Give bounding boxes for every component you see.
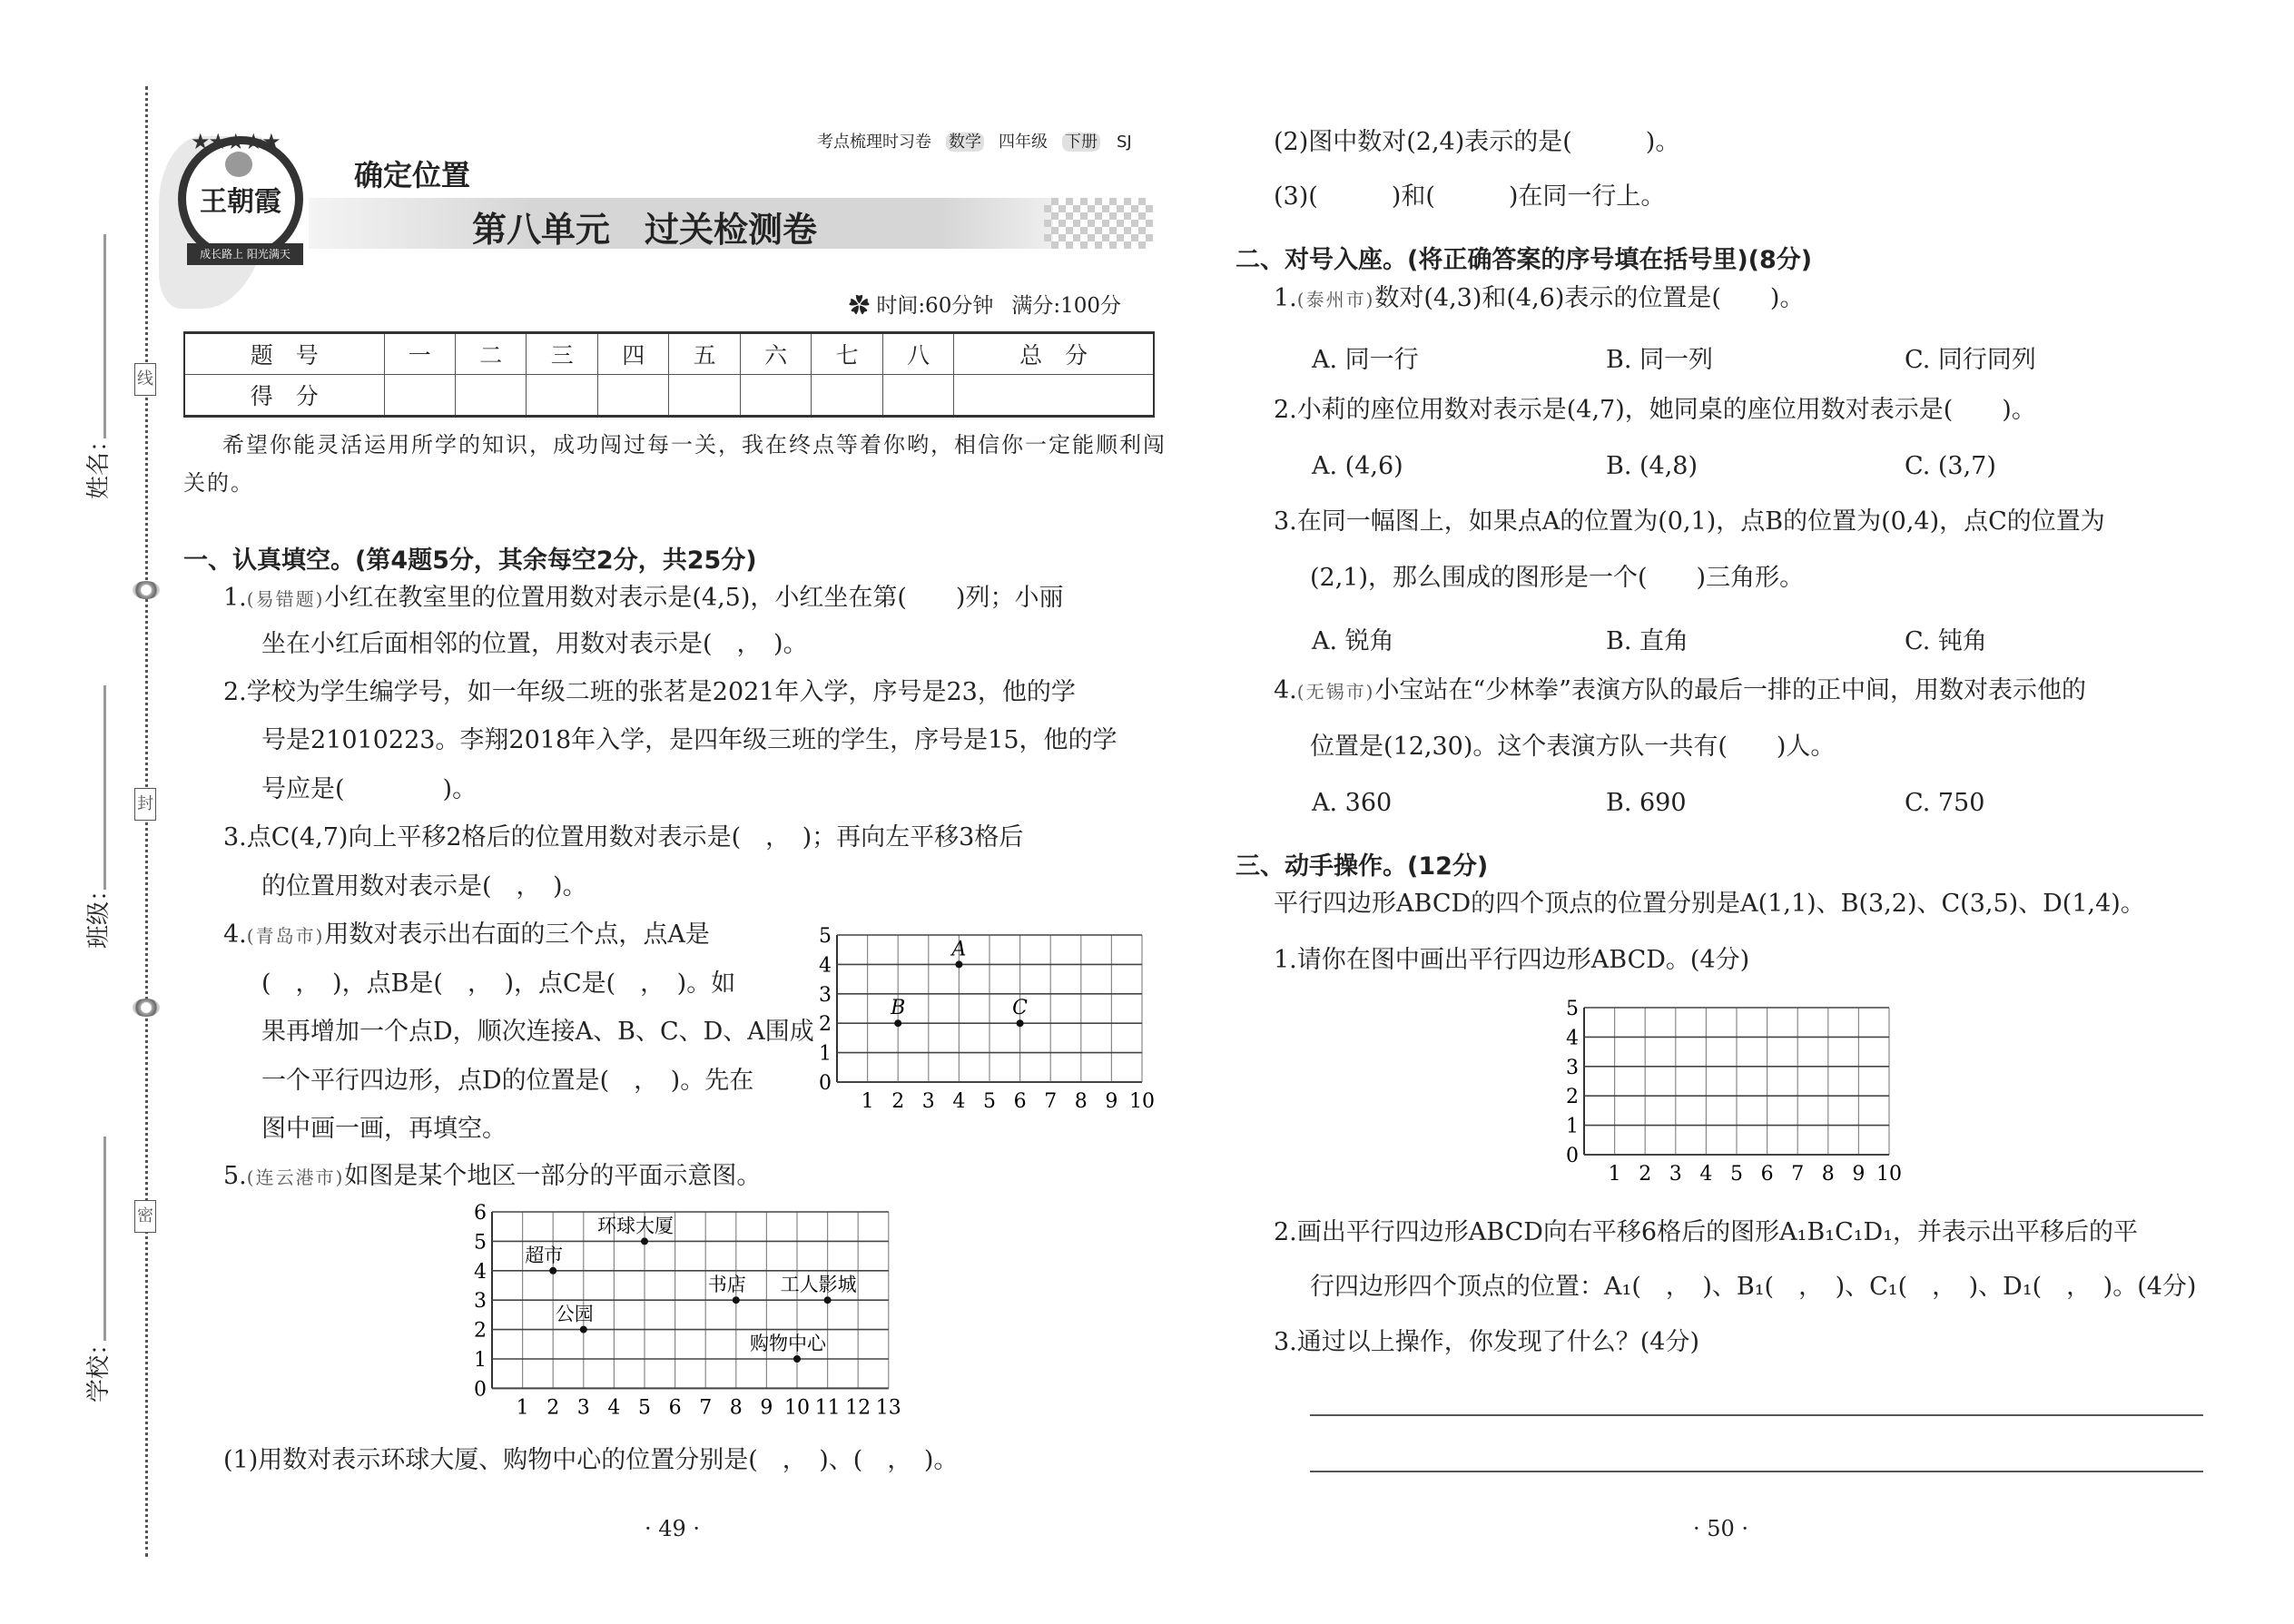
x-tick-label: 10 xyxy=(1129,1090,1155,1113)
row-label: 得 分 xyxy=(184,375,384,417)
q2-line xyxy=(223,678,1076,707)
x-tick-label: 4 xyxy=(1699,1163,1713,1186)
q4-line: 一个平行四边形，点D的位置是( ， )。先在 xyxy=(261,1067,754,1095)
exam-full-score: 满分:100分 xyxy=(1011,294,1121,318)
y-tick-label: 2 xyxy=(819,1013,832,1037)
data-point xyxy=(733,1296,740,1304)
q-source-tag: (青岛市) xyxy=(246,925,325,947)
q-source-tag: (泰州市) xyxy=(1296,289,1375,310)
x-tick-label: 8 xyxy=(1074,1090,1088,1113)
score-table xyxy=(183,331,1155,418)
y-tick-label: 3 xyxy=(819,983,832,1007)
point-label: 书店 xyxy=(707,1274,746,1296)
s2-q2-line xyxy=(1274,396,2036,425)
banner-checker-decoration xyxy=(1044,198,1153,249)
question-number-row xyxy=(184,333,1154,375)
score-row xyxy=(184,375,1154,417)
q-source-tag: (易错题) xyxy=(246,588,325,610)
x-tick-label: 5 xyxy=(1730,1163,1743,1186)
data-point xyxy=(894,1019,901,1027)
point-label: 公园 xyxy=(555,1303,594,1325)
y-tick-label: 5 xyxy=(474,1231,487,1255)
q-text: 小莉的座位用数对表示是(4,7)，她同桌的座位用数对表示是( )。 xyxy=(1296,396,2036,424)
q4-line: 果再增加一个点D，顺次连接A、B、C、D、A围成 xyxy=(261,1018,814,1046)
score-cell[interactable] xyxy=(882,375,953,417)
data-point xyxy=(549,1267,556,1275)
logo-stars-icon: ★★★★★ xyxy=(191,129,280,154)
swirl-ornament-icon xyxy=(133,999,160,1017)
option-b[interactable]: B. 690 xyxy=(1606,789,1687,817)
q-source-tag: (连云港市) xyxy=(246,1166,345,1188)
section1-title: 一、认真填空。(第4题5分，其余每空2分，共25分) xyxy=(183,546,757,575)
name-label: 姓名： xyxy=(85,428,113,499)
option-c[interactable]: C. (3,7) xyxy=(1905,452,1996,480)
y-tick-label: 0 xyxy=(1566,1145,1579,1167)
x-tick-label: 3 xyxy=(576,1396,590,1420)
s3-q2-line: 行四边形四个顶点的位置：A₁( ， )、B₁( ， )、C₁( ， )、D₁( ， )。(4分) xyxy=(1310,1273,2197,1301)
x-tick-label: 9 xyxy=(1852,1163,1866,1186)
q-text: 用数对表示出右面的三个点，点A是 xyxy=(324,920,710,949)
y-tick-label: 4 xyxy=(1566,1027,1579,1050)
score-cell[interactable] xyxy=(740,375,811,417)
point-label: C xyxy=(1012,997,1029,1020)
answer-line[interactable] xyxy=(1310,1471,2203,1472)
q3-line: 的位置用数对表示是( ， )。 xyxy=(261,872,587,901)
y-tick-label: 2 xyxy=(474,1319,487,1343)
q-num: 4. xyxy=(223,920,247,949)
option-b[interactable]: B. 同一列 xyxy=(1606,346,1714,374)
row-label: 题 号 xyxy=(184,333,384,375)
q-text: 点C(4,7)向上平移2格后的位置用数对表示是( ， )；再向左平移3格后 xyxy=(246,823,1024,851)
q-num: 5. xyxy=(223,1162,247,1190)
q-num: 3. xyxy=(1274,507,1297,536)
series-info xyxy=(817,132,1132,153)
data-point xyxy=(580,1326,587,1334)
q-num: 4. xyxy=(1274,676,1297,704)
x-tick-label: 6 xyxy=(668,1396,682,1420)
s3-q3-line xyxy=(1274,1328,1699,1357)
page-title: 第八单元 过关检测卷 xyxy=(472,210,818,250)
y-tick-label: 0 xyxy=(474,1378,487,1402)
option-a[interactable]: A. 同一行 xyxy=(1312,346,1419,374)
y-tick-label: 1 xyxy=(819,1042,832,1066)
y-tick-label: 6 xyxy=(474,1203,487,1225)
q1-line: 坐在小红后面相邻的位置，用数对表示是( ， )。 xyxy=(261,630,808,658)
q5-sub1: (1)用数对表示环球大厦、购物中心的位置分别是( ， )、( ， )。 xyxy=(223,1446,959,1474)
x-tick-label: 10 xyxy=(784,1396,810,1420)
clock-icon: ✿ xyxy=(849,294,877,318)
q-num: 2. xyxy=(1274,396,1297,424)
col-header: 一 xyxy=(384,333,455,375)
q3-line xyxy=(223,823,1023,852)
x-tick-label: 9 xyxy=(760,1396,773,1420)
binding-cut-line xyxy=(145,86,148,1557)
q-text: 数对(4,3)和(4,6)表示的位置是( )。 xyxy=(1374,284,1805,312)
s2-q3-line: (2,1)，那么围成的图形是一个( )三角形。 xyxy=(1310,564,1805,592)
option-c[interactable]: C. 同行同列 xyxy=(1905,346,2036,374)
col-header: 二 xyxy=(455,333,526,375)
logo-text: 王朝霞 xyxy=(200,186,281,218)
intro-line: 关的。 xyxy=(183,470,254,496)
option-a[interactable]: A. 360 xyxy=(1312,789,1393,817)
score-cell[interactable] xyxy=(669,375,740,417)
y-tick-label: 5 xyxy=(1566,999,1579,1020)
y-tick-label: 1 xyxy=(474,1349,487,1372)
cut-mark-feng: 封 xyxy=(134,788,156,821)
option-c[interactable]: C. 750 xyxy=(1905,789,1985,817)
s2-q3-line xyxy=(1274,507,2105,536)
data-point xyxy=(641,1237,648,1245)
point-label: 环球大厦 xyxy=(597,1215,674,1237)
s2-q1-line xyxy=(1274,284,1804,314)
class-write-line[interactable] xyxy=(103,685,106,890)
x-tick-label: 7 xyxy=(1791,1163,1805,1186)
x-tick-label: 3 xyxy=(921,1090,935,1113)
blank-coordinate-grid[interactable] xyxy=(1546,999,1927,1198)
x-tick-label: 7 xyxy=(699,1396,713,1420)
x-tick-label: 11 xyxy=(814,1396,841,1420)
x-tick-label: 3 xyxy=(1669,1163,1682,1186)
q-num: 3. xyxy=(223,823,247,851)
y-tick-label: 2 xyxy=(1566,1086,1579,1109)
section3-title: 三、动手操作。(12分) xyxy=(1236,852,1489,881)
edition: SJ xyxy=(1117,133,1132,152)
grade: 四年级 xyxy=(999,133,1048,152)
q-num: 1. xyxy=(1274,284,1297,312)
s2-q4-line: 位置是(12,30)。这个表演方队一共有( )人。 xyxy=(1310,733,1836,761)
data-point xyxy=(793,1355,801,1363)
score-cell[interactable] xyxy=(812,375,882,417)
swirl-ornament-icon xyxy=(133,581,160,599)
subject: 数学 xyxy=(946,133,984,152)
q5-line xyxy=(223,1162,761,1192)
q-text: 学校为学生编学号，如一年级二班的张茗是2021年入学，序号是23，他的学 xyxy=(246,678,1076,706)
option-a[interactable]: A. 锐角 xyxy=(1312,627,1394,655)
option-a[interactable]: A. (4,6) xyxy=(1312,452,1403,480)
q-source-tag: (无锡市) xyxy=(1296,681,1375,703)
y-tick-label: 4 xyxy=(819,954,832,978)
exam-info xyxy=(849,292,1121,320)
q2-line: 号应是( )。 xyxy=(261,775,478,803)
col-header: 总 分 xyxy=(954,333,1154,375)
s3-q2-line xyxy=(1274,1218,2138,1247)
point-label: 超市 xyxy=(525,1244,564,1266)
map-coordinate-grid xyxy=(454,1203,917,1439)
q-text: 通过以上操作，你发现了什么？(4分) xyxy=(1296,1328,1700,1356)
q-num: 2. xyxy=(1274,1218,1297,1246)
intro-line: 希望你能灵活运用所学的知识，成功闯过每一关，我在终点等着你哟，相信你一定能顺利闯 xyxy=(222,432,1167,458)
y-tick-label: 3 xyxy=(1566,1056,1579,1079)
x-tick-label: 4 xyxy=(952,1090,966,1113)
topic-title: 确定位置 xyxy=(354,158,471,192)
q4-line: 图中画一画，再填空。 xyxy=(261,1115,507,1143)
logo-portrait-icon xyxy=(225,152,252,177)
x-tick-label: 1 xyxy=(516,1396,529,1420)
x-tick-label: 7 xyxy=(1044,1090,1058,1113)
q1-line xyxy=(223,584,1063,614)
x-tick-label: 2 xyxy=(546,1396,560,1420)
q2-line: 号是21010223。李翔2018年入学，是四年级三班的学生，序号是15，他的学 xyxy=(261,726,1117,754)
q-text: 如图是某个地区一部分的平面示意图。 xyxy=(344,1162,762,1190)
x-tick-label: 1 xyxy=(861,1090,874,1113)
section2-title: 二、对号入座。(将正确答案的序号填在括号里)(8分) xyxy=(1236,246,1813,274)
point-label: 购物中心 xyxy=(750,1333,826,1354)
q-num: 3. xyxy=(1274,1328,1297,1356)
point-label: B xyxy=(891,997,906,1020)
y-tick-label: 5 xyxy=(819,926,832,948)
volume: 下册 xyxy=(1062,133,1100,152)
score-cell[interactable] xyxy=(597,375,668,417)
col-header: 三 xyxy=(527,333,597,375)
point-label: 工人影城 xyxy=(780,1274,857,1296)
y-tick-label: 4 xyxy=(474,1260,487,1284)
x-tick-label: 5 xyxy=(983,1090,996,1113)
class-label: 班级： xyxy=(85,877,113,949)
col-header: 五 xyxy=(669,333,740,375)
q-num: 1. xyxy=(1274,946,1297,974)
col-header: 四 xyxy=(597,333,668,375)
score-cell[interactable] xyxy=(954,375,1154,417)
school-label: 学校： xyxy=(85,1331,113,1403)
name-write-line[interactable] xyxy=(103,234,106,438)
option-b[interactable]: B. 直角 xyxy=(1606,627,1689,655)
x-tick-label: 8 xyxy=(1821,1163,1835,1186)
q-text: 画出平行四边形ABCD向右平移6格后的图形A₁B₁C₁D₁，并表示出平移后的平 xyxy=(1296,1218,2139,1246)
x-tick-label: 13 xyxy=(875,1396,901,1420)
page-number-right: · 50 · xyxy=(1693,1516,1749,1541)
y-tick-label: 0 xyxy=(819,1072,832,1095)
cut-mark-xian: 线 xyxy=(134,363,156,396)
x-tick-label: 4 xyxy=(607,1396,621,1420)
option-b[interactable]: B. (4,8) xyxy=(1606,452,1698,480)
series-name: 考点梳理时习卷 xyxy=(817,133,931,152)
coordinate-grid-q4 xyxy=(799,926,1180,1126)
x-tick-label: 8 xyxy=(729,1396,743,1420)
page-number-left: · 49 · xyxy=(645,1516,701,1541)
q-num: 1. xyxy=(223,584,247,612)
q-text: 在同一幅图上，如果点A的位置为(0,1)，点B的位置为(0,4)，点C的位置为 xyxy=(1296,507,2105,536)
q-text: 请你在图中画出平行四边形ABCD。(4分) xyxy=(1296,946,1750,974)
x-tick-label: 2 xyxy=(1639,1163,1652,1186)
x-tick-label: 5 xyxy=(638,1396,651,1420)
q5-sub2: (2)图中数对(2,4)表示的是( )。 xyxy=(1274,128,1680,156)
y-tick-label: 3 xyxy=(474,1290,487,1314)
q-text: 小红在教室里的位置用数对表示是(4,5)，小红坐在第( )列；小丽 xyxy=(324,584,1064,612)
data-point xyxy=(1017,1019,1024,1027)
score-cell[interactable] xyxy=(384,375,455,417)
data-point xyxy=(955,960,962,968)
col-header: 六 xyxy=(740,333,811,375)
x-tick-label: 2 xyxy=(891,1090,905,1113)
point-label: A xyxy=(951,938,967,961)
x-tick-label: 12 xyxy=(845,1396,871,1420)
col-header: 七 xyxy=(812,333,882,375)
x-tick-label: 6 xyxy=(1013,1090,1027,1113)
s3-q1-line xyxy=(1274,946,1749,975)
cut-mark-mi: 密 xyxy=(134,1200,156,1233)
x-tick-label: 10 xyxy=(1876,1163,1902,1186)
score-cell[interactable] xyxy=(455,375,526,417)
s2-q4-line xyxy=(1274,676,2086,706)
option-c[interactable]: C. 钝角 xyxy=(1905,627,1987,655)
q4-line xyxy=(223,920,710,950)
q-num: 2. xyxy=(223,678,247,706)
logo-slogan: 成长路上 阳光满天 xyxy=(187,243,303,265)
col-header: 八 xyxy=(882,333,953,375)
s3-intro: 平行四边形ABCD的四个顶点的位置分别是A(1,1)、B(3,2)、C(3,5)、D(1,4)。 xyxy=(1274,890,2145,918)
x-tick-label: 1 xyxy=(1608,1163,1621,1186)
y-tick-label: 1 xyxy=(1566,1115,1579,1138)
data-point xyxy=(824,1296,832,1304)
answer-line[interactable] xyxy=(1310,1414,2203,1416)
x-tick-label: 6 xyxy=(1760,1163,1774,1186)
score-cell[interactable] xyxy=(527,375,597,417)
q5-sub3: (3)( )和( )在同一行上。 xyxy=(1274,182,1666,211)
q4-line: ( ， )，点B是( ， )，点C是( ， )。如 xyxy=(261,969,736,998)
x-tick-label: 9 xyxy=(1105,1090,1118,1113)
q-text: 小宝站在“少林拳”表演方队的最后一排的正中间，用数对表示他的 xyxy=(1374,676,2086,704)
school-write-line[interactable] xyxy=(103,1137,106,1341)
exam-time: 时间:60分钟 xyxy=(876,294,994,318)
